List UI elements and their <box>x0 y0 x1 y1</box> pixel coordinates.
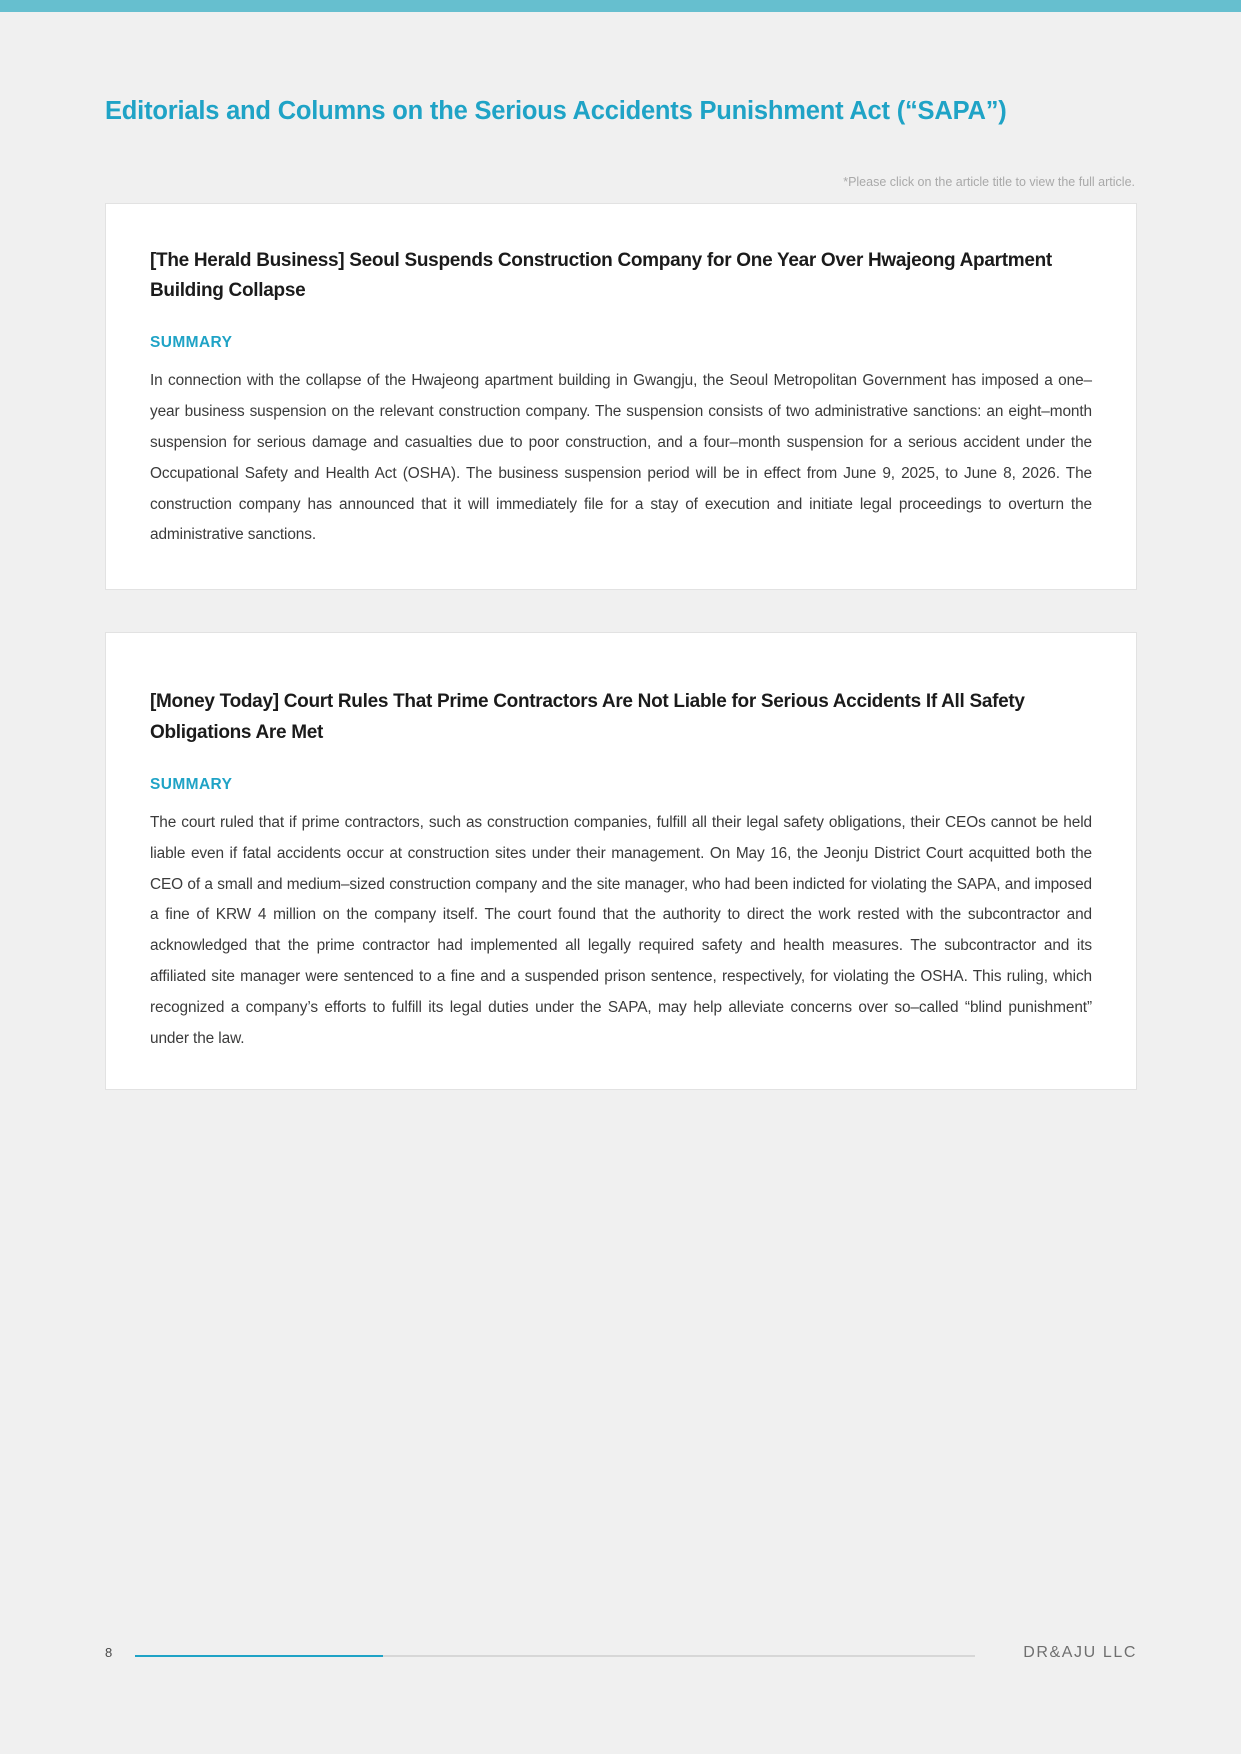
article-card-2 <box>105 632 1137 1089</box>
page-footer <box>105 1644 1137 1664</box>
footer-brand: DR&AJU LLC <box>1023 1644 1137 1661</box>
summary-text-1: In connection with the collapse of the Hwajeong apartment building in Gwangju, the Seoul Metropolitan Government has imposed a one–year business suspension on the relevant construction company. The suspension consists of two administrative sanctions: an eight–month suspension for serious damage and casualties due to poor construction, and a four–month suspension for a serious accident under the Occupational Safety and Health Act (OSHA). The business suspension period will be in effect from June 9, 2025, to June 8, 2026. The construction company has announced that it will immediately file for a stay of execution and initiate legal proceedings to overturn the administrative sanctions. <box>150 372 1092 544</box>
article-title-link-2[interactable]: [Money Today] Court Rules That Prime Contractors Are Not Liable for Serious Accidents If All Safety Obligations Are Met <box>150 691 1025 743</box>
summary-text-2: The court ruled that if prime contractors, such as construction companies, fulfill all their legal safety obligations, their CEOs cannot be held liable even if fatal accidents occur at construction sites under their management. On May 16, the Jeonju District Court acquitted both the CEO of a small and medium–sized construction company and the site manager, who had been indicted for violating the SAPA, and imposed a fine of KRW 4 million on the company itself. The court found that the authority to direct the work rested with the subcontractor and acknowledged that the prime contractor had implemented all legally required safety and health measures. The subcontractor and its affiliated site manager were sentenced to a fine and a suspended prison sentence, respectively, for violating the OSHA. This ruling, which recognized a company’s efforts to fulfill its legal duties under the SAPA, may help alleviate concerns over so–called “blind punishment” under the law. <box>150 814 1092 1047</box>
footer-divider-accent <box>135 1655 383 1657</box>
page-title: Editorials and Columns on the Serious Accidents Punishment Act (“SAPA”) <box>105 97 1007 125</box>
summary-label-1: SUMMARY <box>150 334 233 352</box>
page-content <box>105 0 1137 1090</box>
click-instruction-note: *Please click on the article title to view the full article. <box>843 174 1135 189</box>
page-number: 8 <box>105 1645 113 1660</box>
summary-label-2: SUMMARY <box>150 776 233 794</box>
article-card-1 <box>105 203 1137 591</box>
article-title-link-1[interactable]: [The Herald Business] Seoul Suspends Construction Company for One Year Over Hwajeong Apartment Building Collapse <box>150 249 1052 301</box>
